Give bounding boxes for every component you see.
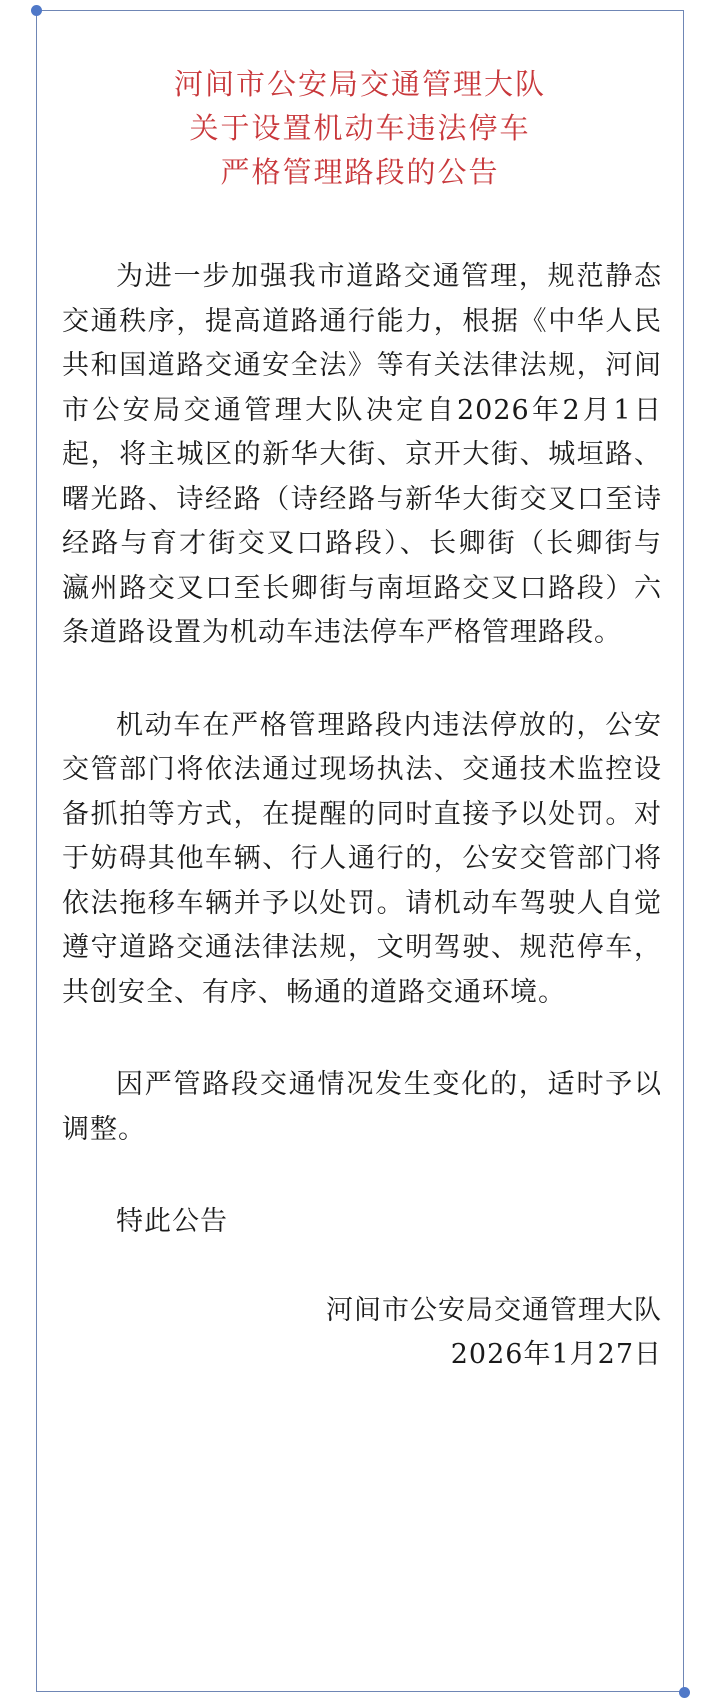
title-line-2: 关于设置机动车违法停车 [189,111,531,145]
signature-block [62,1289,662,1378]
signature-date: 2026年1月27日 [450,1339,662,1370]
title-line-3: 严格管理路段的公告 [220,155,500,189]
corner-dot-top-left [31,5,42,16]
paragraph-3: 因严管路段交通情况发生变化的，适时予以调整。 [62,1069,662,1145]
notice-body [62,255,662,1378]
closing-line: 特此公告 [116,1206,228,1237]
paragraph-1: 为进一步加强我市道路交通管理，规范静态交通秩序，提高道路通行能力，根据《中华人民共和国道路交通安全法》等有关法律法规，河间市公安局交通管理大队决定自2026年2月1日起，将主城区的新华大街、京开大街、城垣路、曙光路、诗经路（诗经路与新华大街交叉口至诗经路与育才街交叉口路段）、长卿街（长卿街与瀛州路交叉口至长卿街与南垣路交叉口路段）六条道路设置为机动车违法停车严格管理路段。 [62,261,662,648]
title-line-1: 河间市公安局交通管理大队 [173,67,546,101]
notice-title [36,62,684,194]
corner-dot-bottom-right [679,1687,690,1698]
signature-organization: 河间市公安局交通管理大队 [326,1294,662,1326]
paragraph-2: 机动车在严格管理路段内违法停放的，公安交管部门将依法通过现场执法、交通技术监控设备抓拍等方式，在提醒的同时直接予以处罚。对于妨碍其他车辆、行人通行的，公安交管部门将依法拖移车辆并予以处罚。请机动车驾驶人自觉遵守道路交通法律法规，文明驾驶、规范停车，共创安全、有序、畅通的道路交通环境。 [62,709,662,1008]
